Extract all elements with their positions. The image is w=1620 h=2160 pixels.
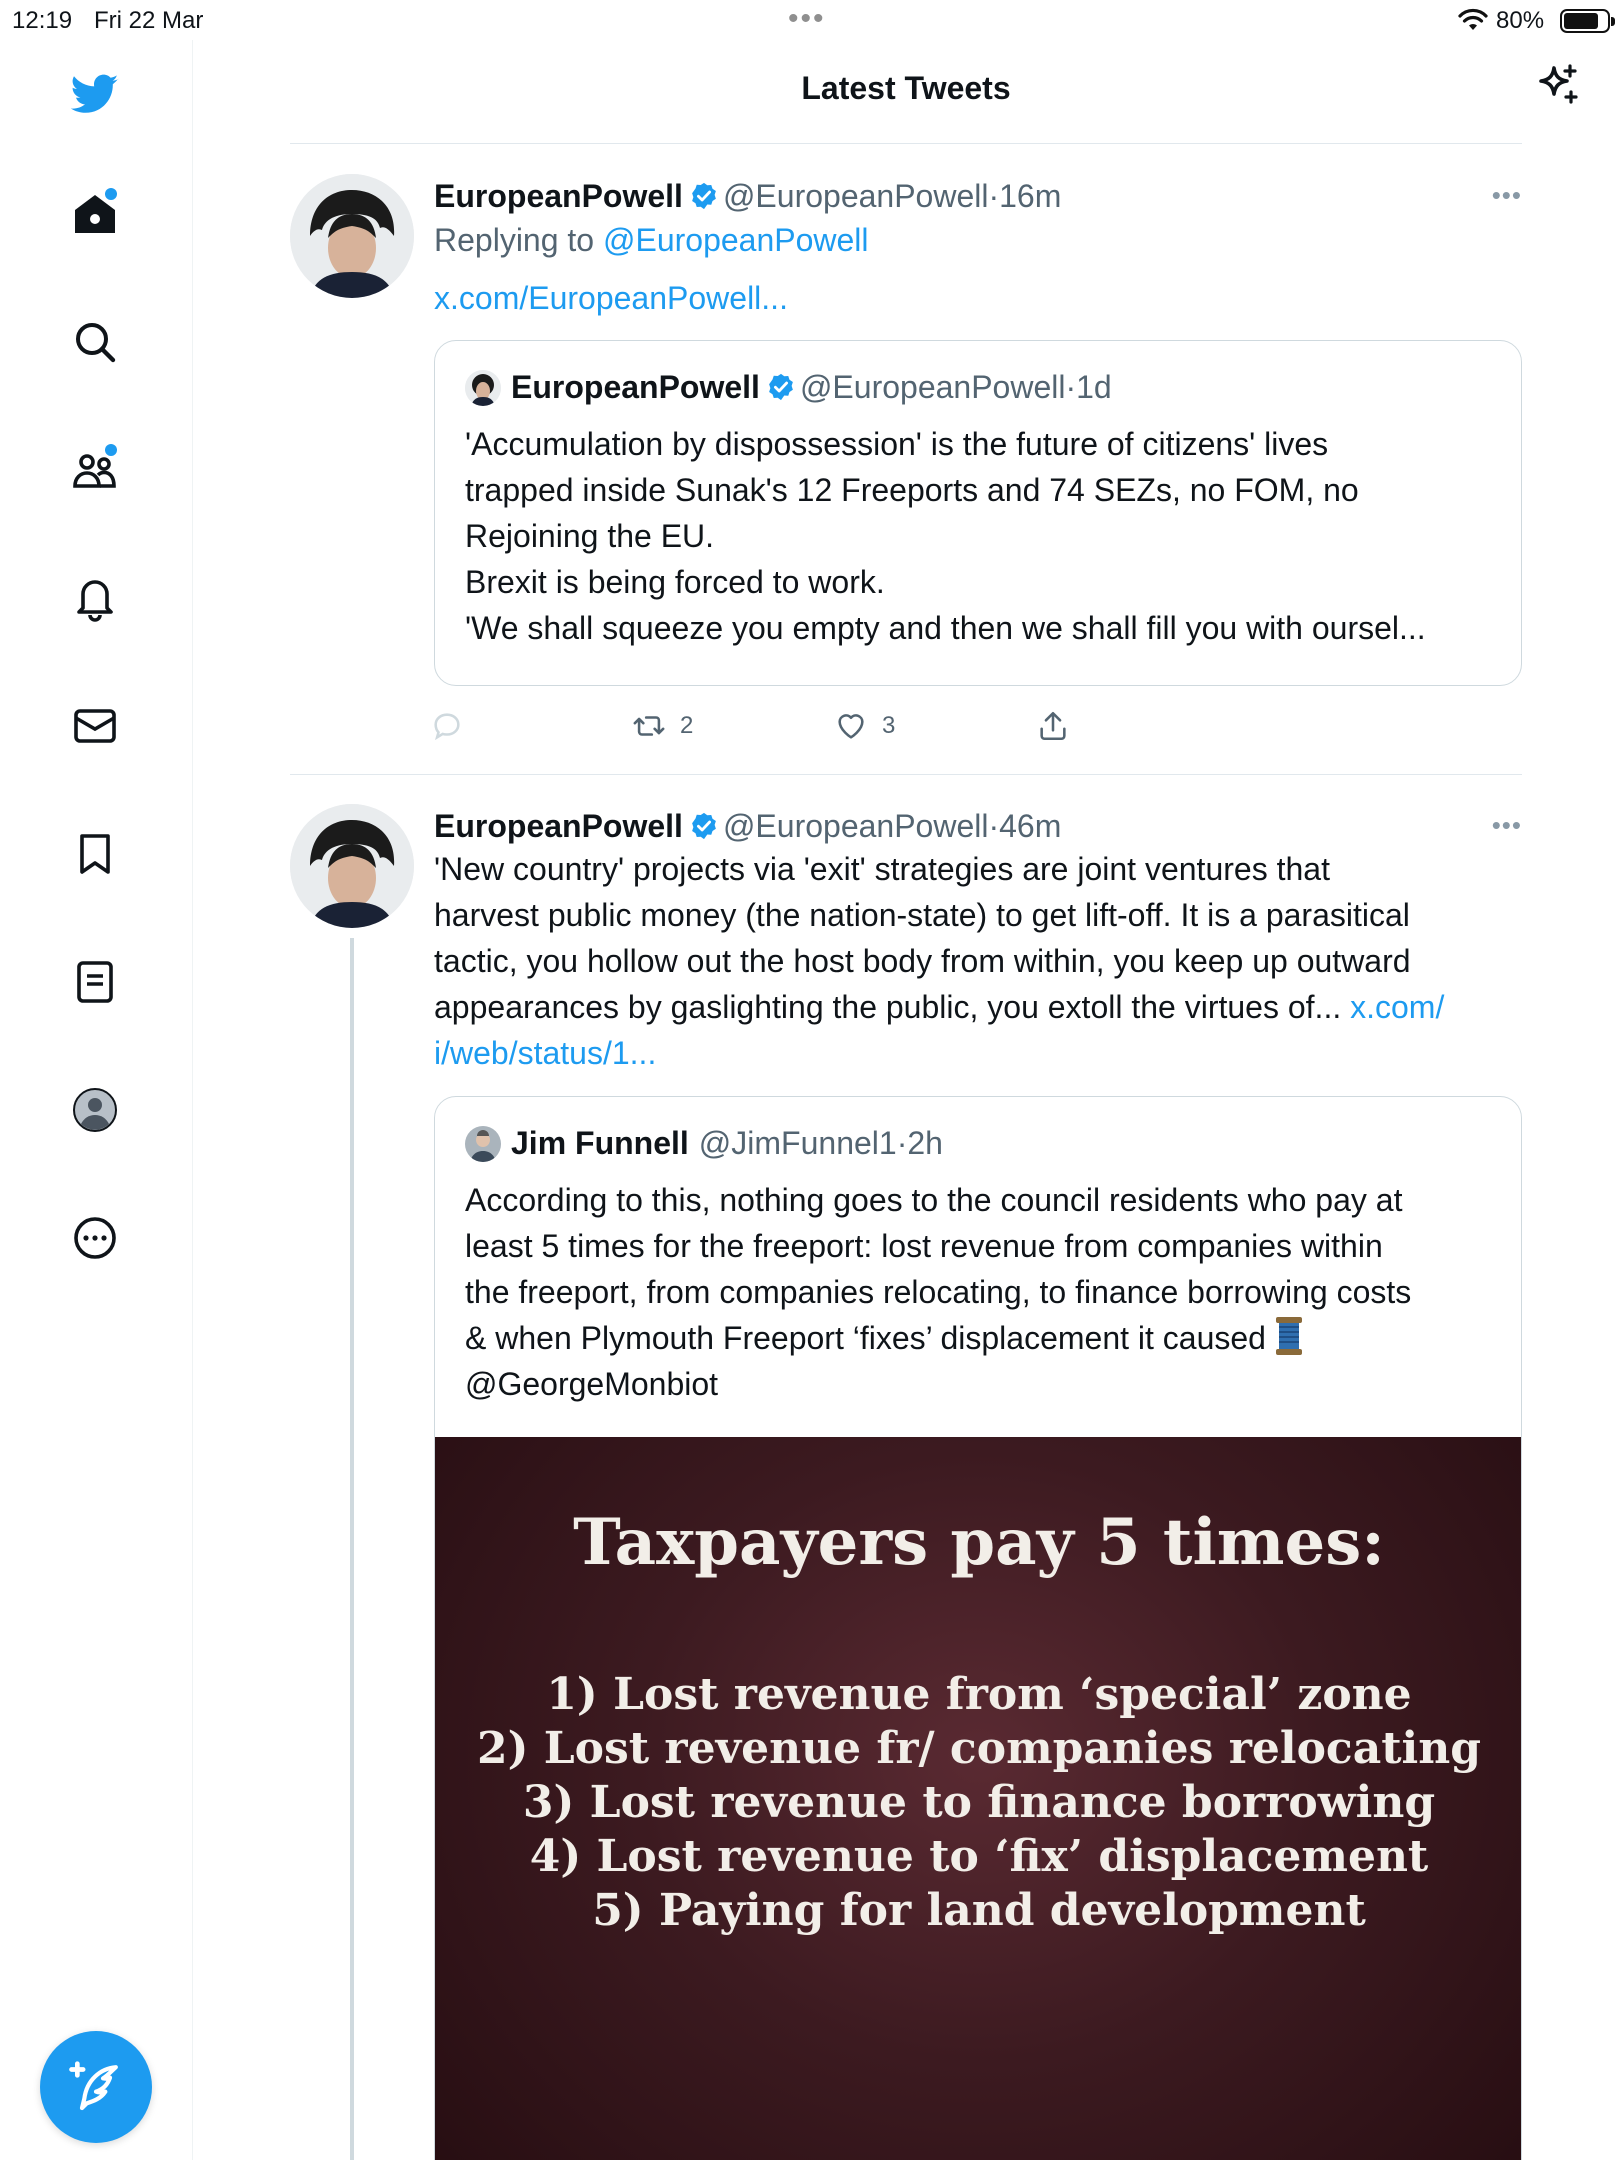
quote-text: [465, 421, 1495, 651]
multitasking-dots-icon[interactable]: •••: [788, 2, 826, 35]
page-title: Latest Tweets: [801, 70, 1011, 106]
separator: ·: [896, 1125, 908, 1161]
thread-spool-icon: [1272, 1315, 1306, 1357]
communities-icon[interactable]: [63, 438, 127, 502]
separator: ·: [988, 178, 1000, 214]
tweet[interactable]: [290, 804, 1522, 2160]
retweet-button[interactable]: [632, 704, 693, 748]
profile-icon[interactable]: [63, 1078, 127, 1142]
tweet-link[interactable]: i/web/status/1...: [434, 1035, 657, 1071]
quote-timestamp: 2h: [907, 1125, 943, 1161]
tweet-text-line: tactic, you hollow out the host body from within, you keep up outward: [434, 943, 1411, 979]
share-button[interactable]: [1036, 704, 1084, 748]
compose-button[interactable]: [40, 2031, 152, 2143]
media-line: 5) Paying for land development: [592, 1885, 1366, 1936]
reply-icon: [430, 709, 464, 743]
more-options-icon[interactable]: •••: [1491, 810, 1522, 840]
more-icon[interactable]: [63, 1206, 127, 1270]
quote-timestamp: 1d: [1076, 369, 1112, 405]
like-count: 3: [882, 712, 896, 739]
like-button[interactable]: [834, 704, 895, 748]
wifi-icon: [1458, 8, 1488, 32]
quote-text-line: trapped inside Sunak's 12 Freeports and 74 SEZs, no FOM, no: [465, 472, 1359, 508]
replying-label: Replying to: [434, 222, 603, 258]
status-bar: [0, 0, 1620, 40]
retweet-icon: [632, 709, 666, 743]
tweet-author-handle[interactable]: @EuropeanPowell: [722, 808, 989, 844]
verified-badge-icon: [689, 181, 719, 211]
avatar[interactable]: [290, 174, 414, 298]
compose-icon: [68, 2059, 124, 2115]
quote-text-line: Brexit is being forced to work.: [465, 564, 885, 600]
communities-badge: [105, 444, 117, 456]
battery-percent: 80%: [1496, 7, 1545, 34]
quote-media-image[interactable]: [435, 1437, 1522, 2160]
quote-avatar: [465, 1126, 501, 1162]
sparkle-icon[interactable]: [1534, 62, 1582, 110]
verified-badge-icon: [689, 811, 719, 841]
quote-text-line: 'Accumulation by dispossession' is the future of citizens' lives: [465, 426, 1329, 462]
status-date: Fri 22 Mar: [94, 7, 204, 34]
replying-to-link[interactable]: @EuropeanPowell: [602, 222, 869, 258]
quote-author-handle: @JimFunnel1: [698, 1125, 897, 1161]
media-line: 1) Lost revenue from ‘special’ zone: [546, 1669, 1412, 1720]
media-line: 2) Lost revenue fr/ companies relocating: [476, 1723, 1482, 1774]
quote-text-line: Rejoining the EU.: [465, 518, 715, 554]
quote-author-name: EuropeanPowell: [511, 369, 760, 405]
tweet-text-line: harvest public money (the nation-state) to get lift-off. It is a parasitical: [434, 897, 1410, 933]
share-icon: [1036, 709, 1070, 743]
reply-button[interactable]: [430, 704, 478, 748]
quote-text-line: 'We shall squeeze you empty and then we shall fill you with oursel...: [465, 610, 1426, 646]
tweet-text: [434, 846, 1522, 1076]
separator: ·: [988, 808, 1000, 844]
quote-text-line: the freeport, from companies relocating, to finance borrowing costs: [465, 1274, 1412, 1310]
tweet-author-handle[interactable]: @EuropeanPowell: [722, 178, 989, 214]
quoted-tweet[interactable]: [434, 1096, 1522, 2160]
messages-icon[interactable]: [63, 694, 127, 758]
quote-text-line: & when Plymouth Freeport ‘fixes’ displacement it caused: [465, 1320, 1266, 1356]
media-line: 3) Lost revenue to finance borrowing: [522, 1777, 1436, 1828]
quote-text: [465, 1177, 1495, 1407]
lists-icon[interactable]: [63, 950, 127, 1014]
twitter-logo-icon[interactable]: [63, 62, 127, 126]
home-icon[interactable]: [63, 182, 127, 246]
media-line: 4) Lost revenue to ‘fix’ displacement: [529, 1831, 1429, 1882]
tweet-author-name[interactable]: EuropeanPowell: [434, 178, 683, 214]
sidebar: [0, 40, 193, 2160]
retweet-count: 2: [680, 712, 694, 739]
tweet-divider: [290, 774, 1522, 775]
tweet-actions: [434, 704, 1134, 748]
notifications-icon[interactable]: [63, 566, 127, 630]
quote-text-line: According to this, nothing goes to the council residents who pay at: [465, 1182, 1403, 1218]
header-divider: [290, 143, 1522, 144]
tweet[interactable]: [290, 174, 1522, 739]
separator: ·: [1065, 369, 1077, 405]
heart-icon: [834, 709, 868, 743]
tweet-link[interactable]: x.com/: [1350, 989, 1445, 1025]
quote-text-line: least 5 times for the freeport: lost revenue from companies within: [465, 1228, 1383, 1264]
avatar[interactable]: [290, 804, 414, 928]
search-icon[interactable]: [63, 310, 127, 374]
bookmarks-icon[interactable]: [63, 822, 127, 886]
tweet-author-name[interactable]: EuropeanPowell: [434, 808, 683, 844]
quote-author-handle: @EuropeanPowell: [799, 369, 1066, 405]
tweet-timestamp[interactable]: 46m: [999, 808, 1062, 844]
media-title: Taxpayers pay 5 times:: [573, 1505, 1385, 1580]
battery-icon: [1560, 9, 1610, 33]
verified-badge-icon: [766, 372, 796, 402]
more-options-icon[interactable]: •••: [1491, 180, 1522, 210]
quote-text-line: @GeorgeMonbiot: [465, 1366, 719, 1402]
status-time: 12:19: [12, 7, 73, 34]
tweet-text-line: appearances by gaslighting the public, you extoll the virtues of...: [434, 989, 1351, 1025]
tweet-text-line: 'New country' projects via 'exit' strategies are joint ventures that: [434, 851, 1330, 887]
quote-avatar: [465, 370, 501, 406]
tweet-timestamp[interactable]: 16m: [999, 178, 1062, 214]
quoted-tweet[interactable]: [434, 340, 1522, 686]
home-badge: [105, 188, 117, 200]
quote-author-name: Jim Funnell: [511, 1125, 689, 1161]
tweet-link[interactable]: x.com/EuropeanPowell...: [434, 280, 788, 316]
